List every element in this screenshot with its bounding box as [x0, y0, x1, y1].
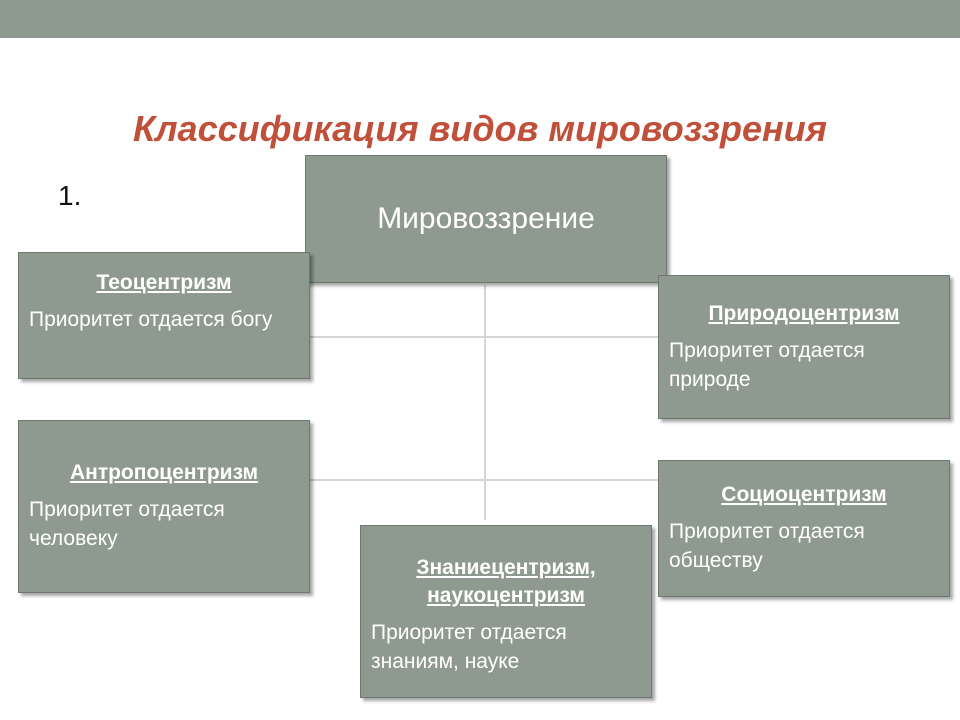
node-naturecentrism-title: Природоцентризм [708, 302, 900, 325]
node-sociocentrism-title: Социоцентризм [721, 483, 887, 506]
list-number: 1. [58, 180, 82, 211]
node-theocentrism-desc: Приоритет отдается богу [29, 308, 273, 331]
node-theocentrism-title: Теоцентризм [96, 271, 232, 294]
node-naturecentrism-desc: Приоритет отдается природе [669, 339, 865, 391]
node-anthropocentrism-title: Антропоцентризм [69, 461, 259, 484]
node-naturecentrism [658, 275, 950, 419]
node-anthropocentrism [18, 420, 310, 593]
node-anthropocentrism-desc: Приоритет отдается человеку [29, 498, 225, 550]
node-sociocentrism [658, 460, 950, 597]
node-knowledgecentrism [360, 525, 652, 698]
node-sociocentrism-desc: Приоритет отдается обществу [669, 520, 865, 572]
root-node-label: Мировоззрение [377, 202, 595, 235]
node-knowledgecentrism-title: Знаниецентризм, наукоцентризм [416, 556, 596, 607]
node-knowledgecentrism-desc: Приоритет отдается знаниям, науке [371, 621, 567, 673]
slide-title: Классификация видов мировоззрения [133, 108, 827, 149]
root-node [305, 155, 667, 283]
node-theocentrism [18, 252, 310, 379]
